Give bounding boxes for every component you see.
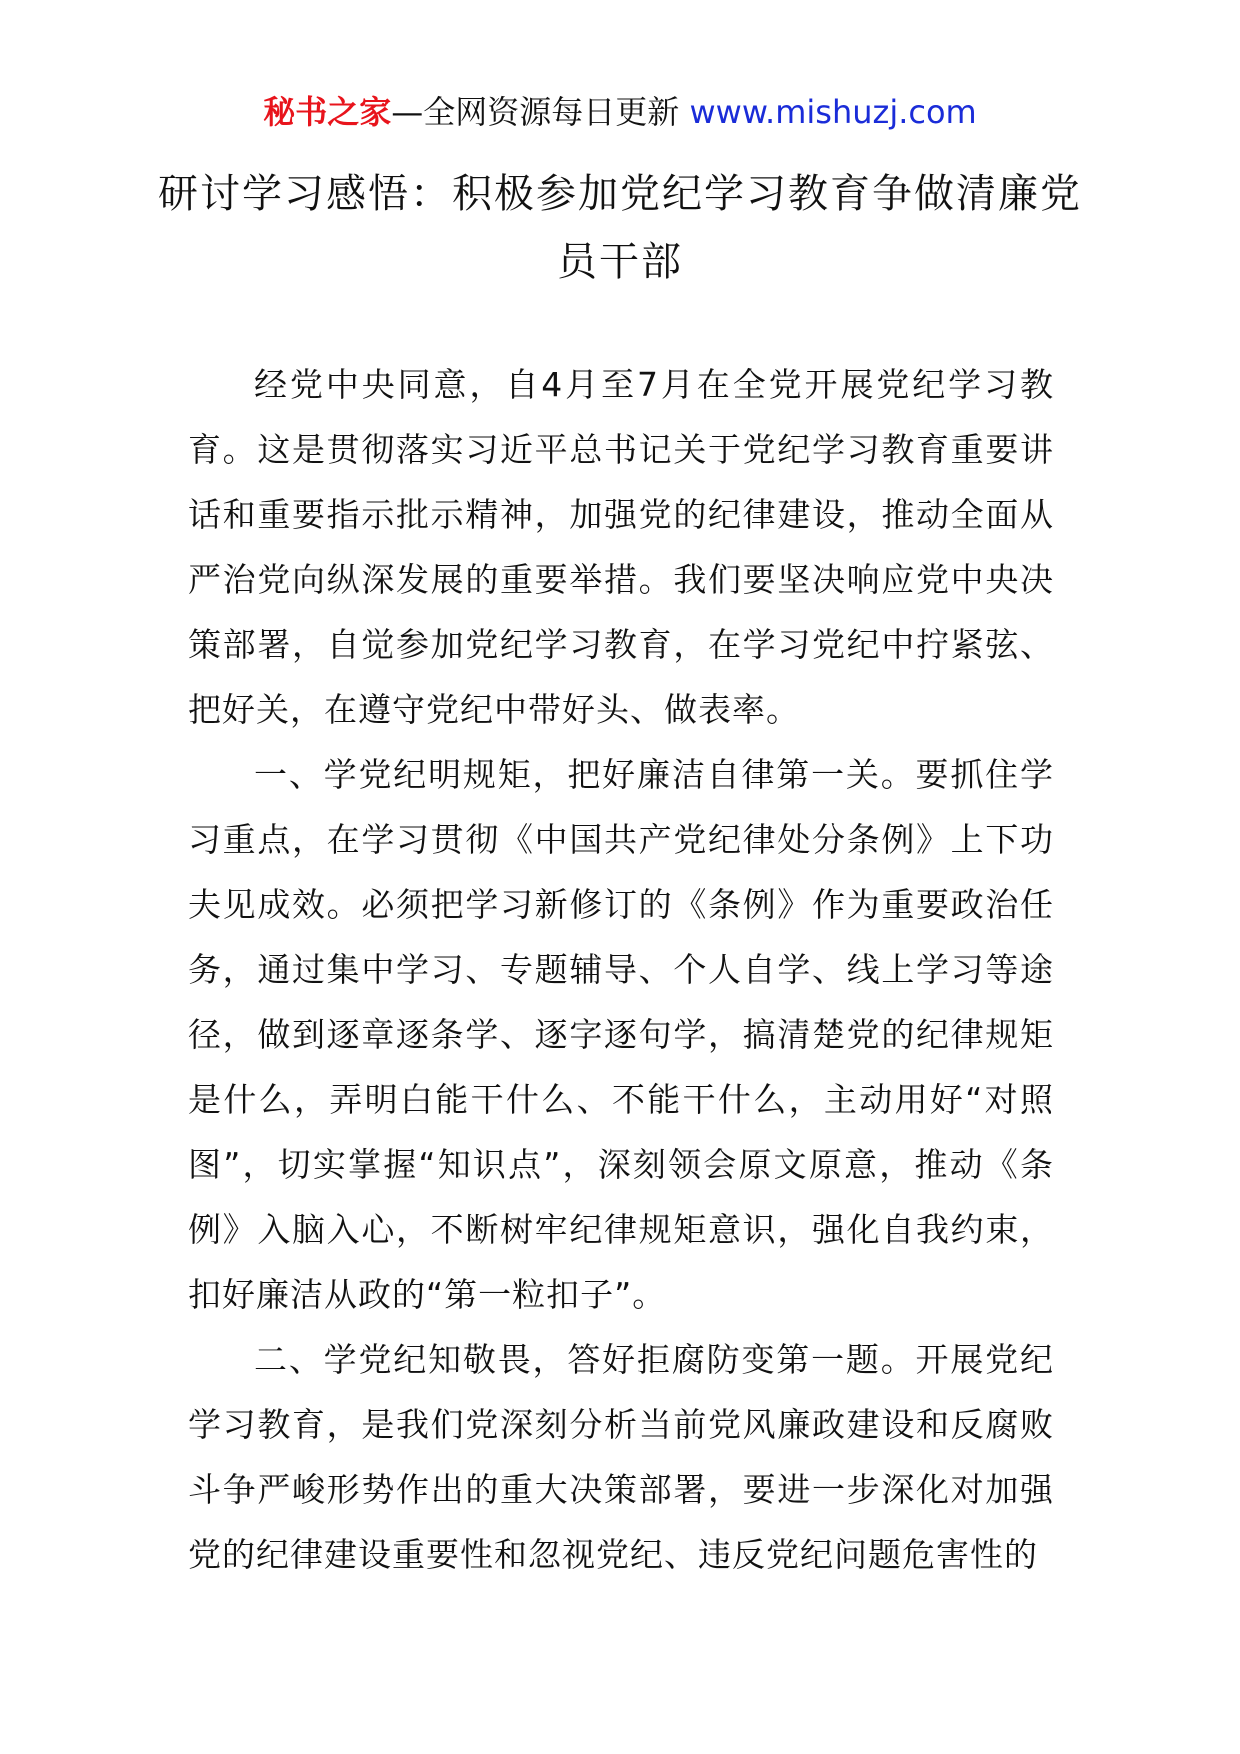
site-url-link[interactable]: www.mishuzj.com	[689, 93, 977, 131]
document-title: 研讨学习感悟：积极参加党纪学习教育争做清廉党员干部	[158, 171, 1082, 285]
paragraph-section-one: 一、学党纪明规矩，把好廉洁自律第一关。要抓住学习重点，在学习贯彻《中国共产党纪律处分条例》上下功夫见成效。必须把学习新修订的《条例》作为重要政治任务，通过集中学习、专题辅导、个人自学、线上学习等途径，做到逐章逐条学、逐字逐句学，搞清楚党的纪律规矩是什么，弄明白能干什么、不能干什么，主动用好“对照图”，切实掌握“知识点”，深刻领会原文原意，推动《条例》入脑入心，不断树牢纪律规矩意识，强化自我约束，扣好廉洁从政的“第一粒扣子”。	[188, 755, 1054, 1314]
site-brand: 秘书之家	[263, 93, 392, 131]
document-body	[188, 352, 1054, 1587]
site-header	[0, 92, 1240, 132]
paragraph-intro: 经党中央同意，自4月至7月在全党开展党纪学习教育。这是贯彻落实习近平总书记关于党纪学习教育重要讲话和重要指示批示精神，加强党的纪律建设，推动全面从严治党向纵深发展的重要举措。我们要坚决响应党中央决策部署，自觉参加党纪学习教育，在学习党纪中拧紧弦、把好关，在遵守党纪中带好头、做表率。	[188, 365, 1054, 729]
site-slogan: —全网资源每日更新	[391, 93, 690, 131]
paragraph-section-two: 二、学党纪知敬畏，答好拒腐防变第一题。开展党纪学习教育，是我们党深刻分析当前党风廉政建设和反腐败斗争严峻形势作出的重大决策部署，要进一步深化对加强党的纪律建设重要性和忽视党纪、违反党纪问题危害性的	[188, 1340, 1054, 1574]
